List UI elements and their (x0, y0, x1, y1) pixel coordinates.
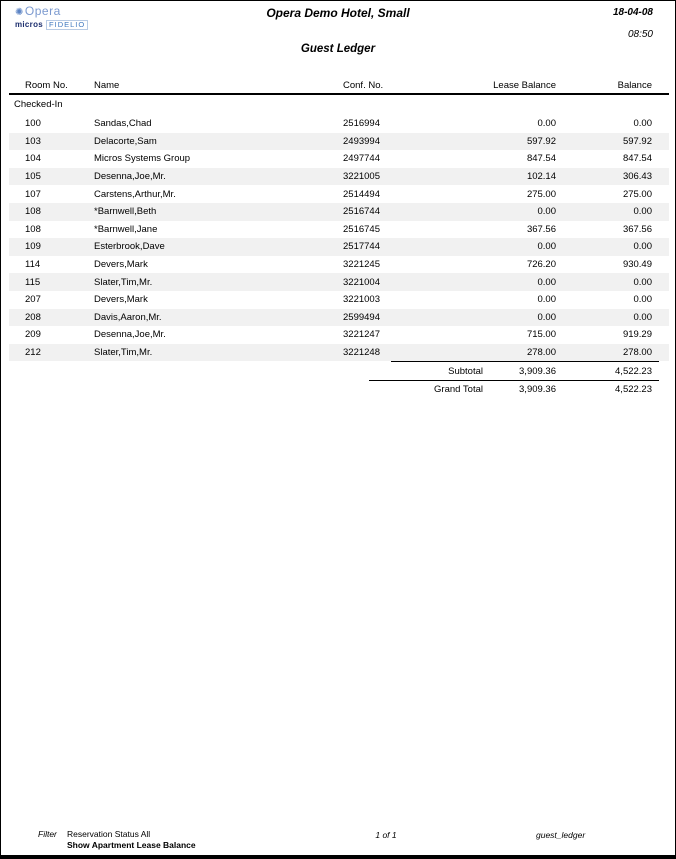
cell-conf: 2516744 (343, 206, 380, 218)
cell-room: 207 (25, 294, 41, 306)
cell-conf: 2514494 (343, 188, 380, 200)
table-row (9, 344, 669, 362)
col-header-room-no: Room No. (25, 80, 68, 91)
grand-total-row (9, 381, 669, 399)
cell-room: 105 (25, 171, 41, 183)
cell-name: *Barnwell,Beth (94, 206, 157, 218)
cell-room: 115 (25, 276, 41, 288)
report-date: 18-04-08 (612, 7, 653, 18)
cell-conf: 3221003 (343, 294, 380, 306)
grand-total-lease-value: 3,909.36 (519, 384, 556, 396)
cell-balance: 597.92 (622, 135, 652, 147)
report-file-name: guest_ledger (536, 830, 586, 840)
cell-name: Delacorte,Sam (94, 135, 157, 147)
cell-room: 103 (25, 135, 41, 147)
cell-name: Esterbrook,Dave (94, 241, 165, 253)
cell-balance: 0.00 (633, 294, 652, 306)
cell-room: 109 (25, 241, 41, 253)
subtotal-label: Subtotal (448, 365, 483, 377)
logo-brand-text: Opera (24, 4, 61, 18)
table-row (9, 203, 669, 221)
report-title: Guest Ledger (300, 43, 376, 55)
cell-lease: 0.00 (537, 276, 556, 288)
cell-conf: 2493994 (343, 135, 380, 147)
cell-balance: 367.56 (622, 223, 652, 235)
cell-balance: 278.00 (622, 347, 652, 359)
cell-conf: 3221005 (343, 171, 380, 183)
opera-swirl-icon: ✺ (15, 7, 24, 18)
table-row (9, 115, 669, 133)
cell-balance: 0.00 (633, 118, 652, 130)
cell-balance: 0.00 (633, 206, 652, 218)
cell-balance: 0.00 (633, 311, 652, 323)
table-row (9, 168, 669, 186)
cell-name: Slater,Tim,Mr. (94, 347, 153, 359)
table-row (9, 133, 669, 151)
cell-name: Devers,Mark (94, 259, 148, 271)
cell-name: Desenna,Joe,Mr. (94, 329, 166, 341)
table-row (9, 291, 669, 309)
col-header-conf-no: Conf. No. (343, 80, 384, 91)
col-header-lease-balance: Lease Balance (493, 80, 556, 91)
cell-room: 114 (25, 259, 41, 271)
cell-lease: 278.00 (526, 347, 556, 359)
hotel-name: Opera Demo Hotel, Small (266, 6, 410, 20)
cell-conf: 3221247 (343, 329, 380, 341)
guest-ledger-table (9, 79, 669, 398)
grand-total-balance-value: 4,522.23 (615, 384, 652, 396)
cell-name: Devers,Mark (94, 294, 148, 306)
cell-balance: 0.00 (633, 276, 652, 288)
cell-balance: 275.00 (622, 188, 652, 200)
cell-conf: 2516994 (343, 118, 380, 130)
cell-lease: 367.56 (526, 223, 556, 235)
cell-room: 209 (25, 329, 41, 341)
col-header-balance: Balance (617, 80, 652, 91)
cell-lease: 0.00 (537, 206, 556, 218)
cell-room: 104 (25, 153, 41, 165)
cell-conf: 3221004 (343, 276, 380, 288)
cell-room: 107 (25, 188, 41, 200)
cell-lease: 597.92 (526, 135, 556, 147)
filter-values (67, 829, 196, 850)
table-row (9, 273, 669, 291)
cell-name: Carstens,Arthur,Mr. (94, 188, 176, 200)
cell-conf: 3221245 (343, 259, 380, 271)
filter-line-show-apartment-lease: Show Apartment Lease Balance (67, 839, 196, 850)
cell-room: 100 (25, 118, 41, 130)
table-row (9, 150, 669, 168)
cell-name: Micros Systems Group (94, 153, 191, 165)
cell-name: Sandas,Chad (94, 118, 152, 130)
cell-balance: 930.49 (622, 259, 652, 271)
cell-room: 108 (25, 206, 41, 218)
report-time: 08:50 (627, 29, 653, 40)
table-header-row (9, 79, 669, 95)
filter-line-reservation-status: Reservation Status All (67, 829, 151, 839)
cell-lease: 0.00 (537, 294, 556, 306)
cell-room: 208 (25, 311, 41, 323)
cell-lease: 0.00 (537, 311, 556, 323)
cell-name: *Barnwell,Jane (94, 223, 158, 235)
logo-micros-text: micros (15, 19, 44, 29)
table-row (9, 185, 669, 203)
cell-balance: 919.29 (622, 329, 652, 341)
cell-conf: 2599494 (343, 311, 380, 323)
col-header-name: Name (94, 80, 120, 91)
cell-balance: 847.54 (622, 153, 652, 165)
cell-lease: 726.20 (526, 259, 556, 271)
cell-lease: 0.00 (537, 241, 556, 253)
table-row (9, 238, 669, 256)
cell-lease: 275.00 (526, 188, 556, 200)
cell-balance: 0.00 (633, 241, 652, 253)
cell-room: 108 (25, 223, 41, 235)
table-row (9, 221, 669, 239)
subtotal-lease-value: 3,909.36 (519, 365, 556, 377)
table-row (9, 256, 669, 274)
logo-subbrand-row (15, 20, 88, 30)
cell-conf: 2516745 (343, 223, 380, 235)
cell-name: Davis,Aaron,Mr. (94, 311, 162, 323)
cell-lease: 0.00 (537, 118, 556, 130)
table-row (9, 326, 669, 344)
section-label-checked-in: Checked-In (14, 99, 63, 110)
cell-name: Slater,Tim,Mr. (94, 276, 153, 288)
table-body (9, 115, 669, 361)
cell-lease: 715.00 (526, 329, 556, 341)
subtotal-balance-value: 4,522.23 (615, 365, 652, 377)
cell-room: 212 (25, 347, 41, 359)
grand-total-label: Grand Total (434, 384, 483, 396)
page-number: 1 of 1 (375, 830, 397, 840)
cell-conf: 2517744 (343, 241, 380, 253)
filter-label: Filter (38, 829, 57, 839)
cell-lease: 847.54 (526, 153, 556, 165)
table-row (9, 309, 669, 327)
logo-fidelio-text: FIDELIO (46, 20, 88, 30)
cell-conf: 3221248 (343, 347, 380, 359)
cell-name: Desenna,Joe,Mr. (94, 171, 166, 183)
cell-lease: 102.14 (526, 171, 556, 183)
cell-conf: 2497744 (343, 153, 380, 165)
cell-balance: 306.43 (622, 171, 652, 183)
subtotal-row (9, 362, 669, 380)
